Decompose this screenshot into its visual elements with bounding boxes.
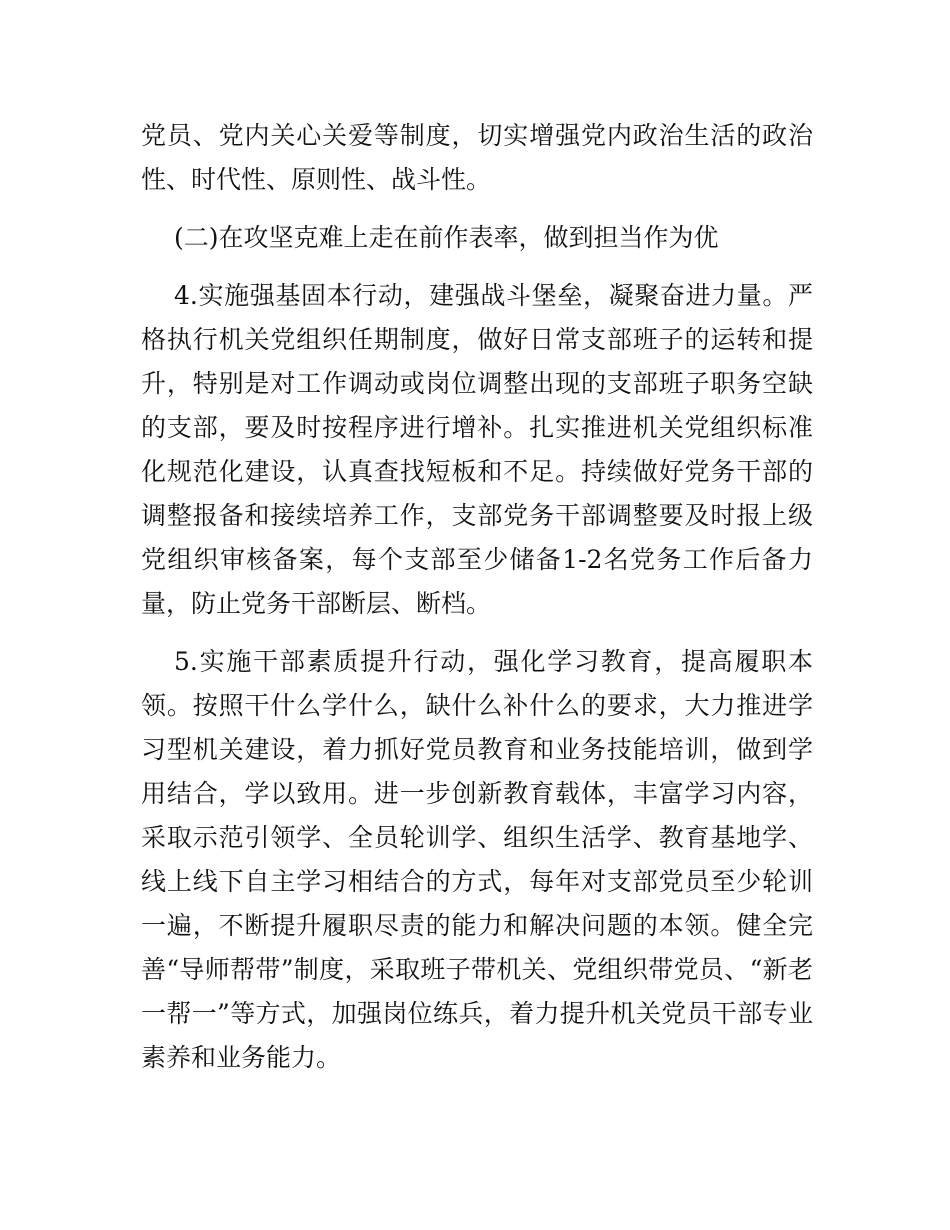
paragraph-continuation: 党员、党内关心关爱等制度，切实增强党内政治生活的政治性、时代性、原则性、战斗性。: [141, 121, 813, 194]
section-heading: (二)在攻坚克难上走在前作表率，做到担当作为优: [174, 223, 719, 252]
document-body: [141, 114, 813, 1080]
paragraph-item-4: 4.实施强基固本行动，建强战斗堡垒，凝聚奋进力量。严格执行机关党组织任期制度，做好日常支部班子的运转和提升，特别是对工作调动或岗位调整出现的支部班子职务空缺的支部，要及时按程序进行增补。扎实推进机关党组织标准化规范化建设，认真查找短板和不足。持续做好党务干部的调整报备和接续培养工作，支部党务干部调整要及时报上级党组织审核备案，每个支部至少储备1-2名党务工作后备力量，防止党务干部断层、断档。: [141, 281, 813, 618]
paragraph-item-5: 5.实施干部素质提升行动，强化学习教育，提高履职本领。按照干什么学什么，缺什么补什么的要求，大力推进学习型机关建设，着力抓好党员教育和业务技能培训，做到学用结合，学以致用。进一步创新教育载体，丰富学习内容，采取示范引领学、全员轮训学、组织生活学、教育基地学、线上线下自主学习相结合的方式，每年对支部党员至少轮训一遍，不断提升履职尽责的能力和解决问题的本领。健全完善“导师帮带”制度，采取班子带机关、党组织带党员、“新老一帮一”等方式，加强岗位练兵，着力提升机关党员干部专业素养和业务能力。: [141, 647, 813, 1072]
